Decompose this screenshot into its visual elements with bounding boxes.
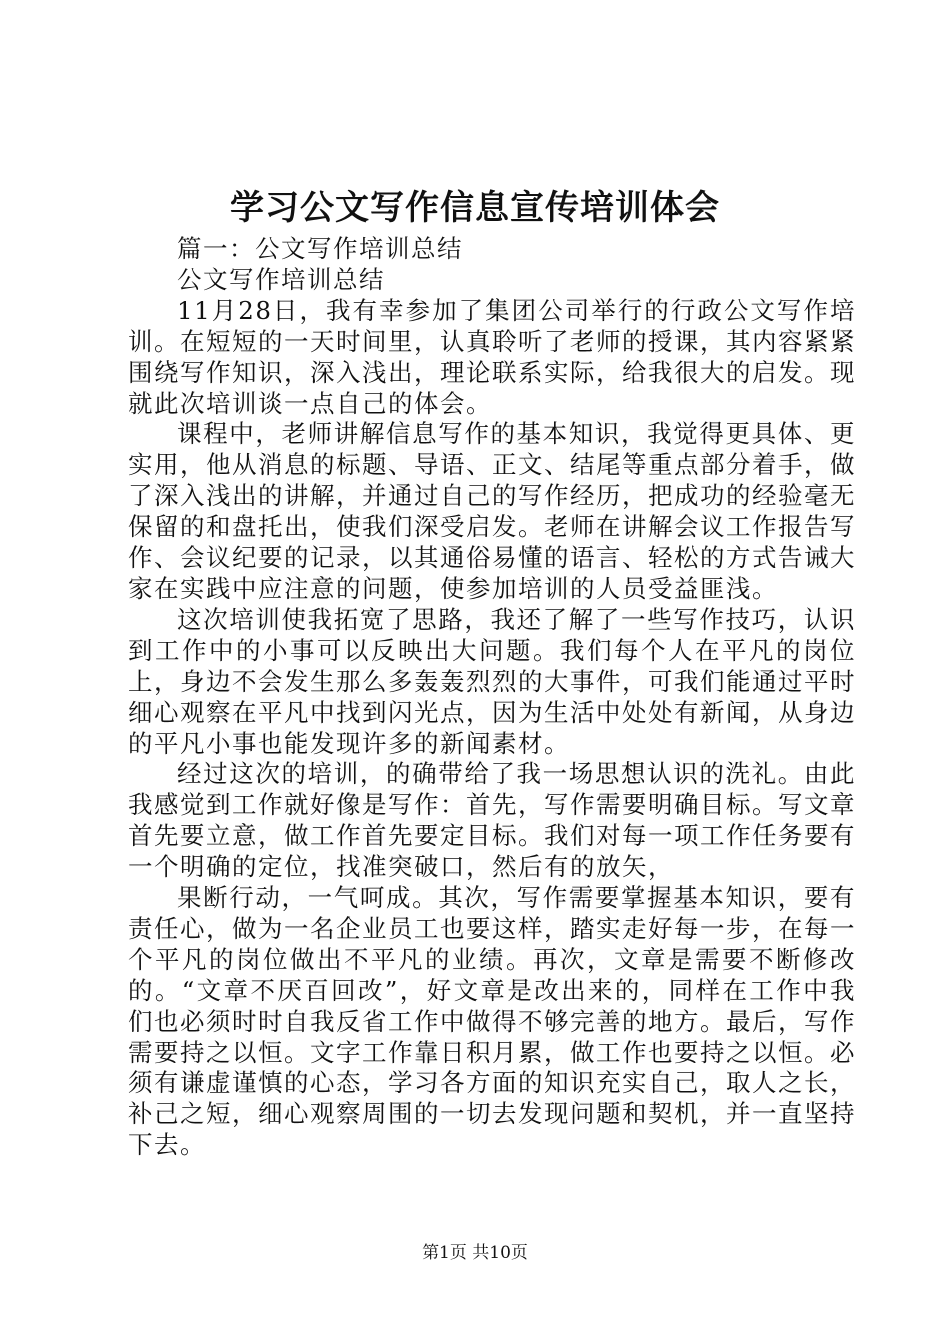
body-paragraph: 11月28日，我有幸参加了集团公司举行的行政公文写作培训。在短短的一天时间里，认真聆听了老师的授课，其内容紧紧围绕写作知识，深入浅出，理论联系实际，给我很大的启发。现就此次培训谈一点自己的体会。 <box>128 295 856 418</box>
body-paragraph: 这次培训使我拓宽了思路，我还了解了一些写作技巧，认识到工作中的小事可以反映出大问题。我们每个人在平凡的岗位上，身边不会发生那么多轰轰烈烈的大事件，可我们能通过平时细心观察在平凡中找到闪光点，因为生活中处处有新闻，从身边的平凡小事也能发现许多的新闻素材。 <box>128 604 856 758</box>
section-heading: 篇一：公文写作培训总结 <box>177 234 463 263</box>
document-title: 学习公文写作信息宣传培训体会 <box>230 188 720 228</box>
body-paragraph: 果断行动，一气呵成。其次，写作需要掌握基本知识，要有责任心，做为一名企业员工也要这样，踏实走好每一步，在每一个平凡的岗位做出不平凡的业绩。再次，文章是需要不断修改的。“文章不厌百回改”，好文章是改出来的，同样在工作中我们也必须时时自我反省工作中做得不够完善的地方。最后，写作需要持之以恒。文字工作靠日积月累，做工作也要持之以恒。必须有谦虚谨慎的心态，学习各方面的知识充实自己，取人之长，补己之短，细心观察周围的一切去发现问题和契机，并一直坚持下去。 <box>128 883 856 1160</box>
page-number-footer: 第1页 共10页 <box>422 1243 528 1263</box>
body-paragraph: 经过这次的培训，的确带给了我一场思想认识的洗礼。由此我感觉到工作就好像是写作：首先，写作需要明确目标。写文章首先要立意，做工作首先要定目标。我们对每一项工作任务要有一个明确的定位，找准突破口，然后有的放矢， <box>128 759 856 882</box>
subsection-heading: 公文写作培训总结 <box>177 264 385 294</box>
body-paragraph: 课程中，老师讲解信息写作的基本知识，我觉得更具体、更实用，他从消息的标题、导语、正文、结尾等重点部分着手，做了深入浅出的讲解，并通过自己的写作经历，把成功的经验毫无保留的和盘托出，使我们深受启发。老师在讲解会议工作报告写作、会议纪要的记录，以其通俗易懂的语言、轻松的方式告诫大家在实践中应注意的问题，使参加培训的人员受益匪浅。 <box>128 419 856 603</box>
document-body <box>128 234 856 1161</box>
